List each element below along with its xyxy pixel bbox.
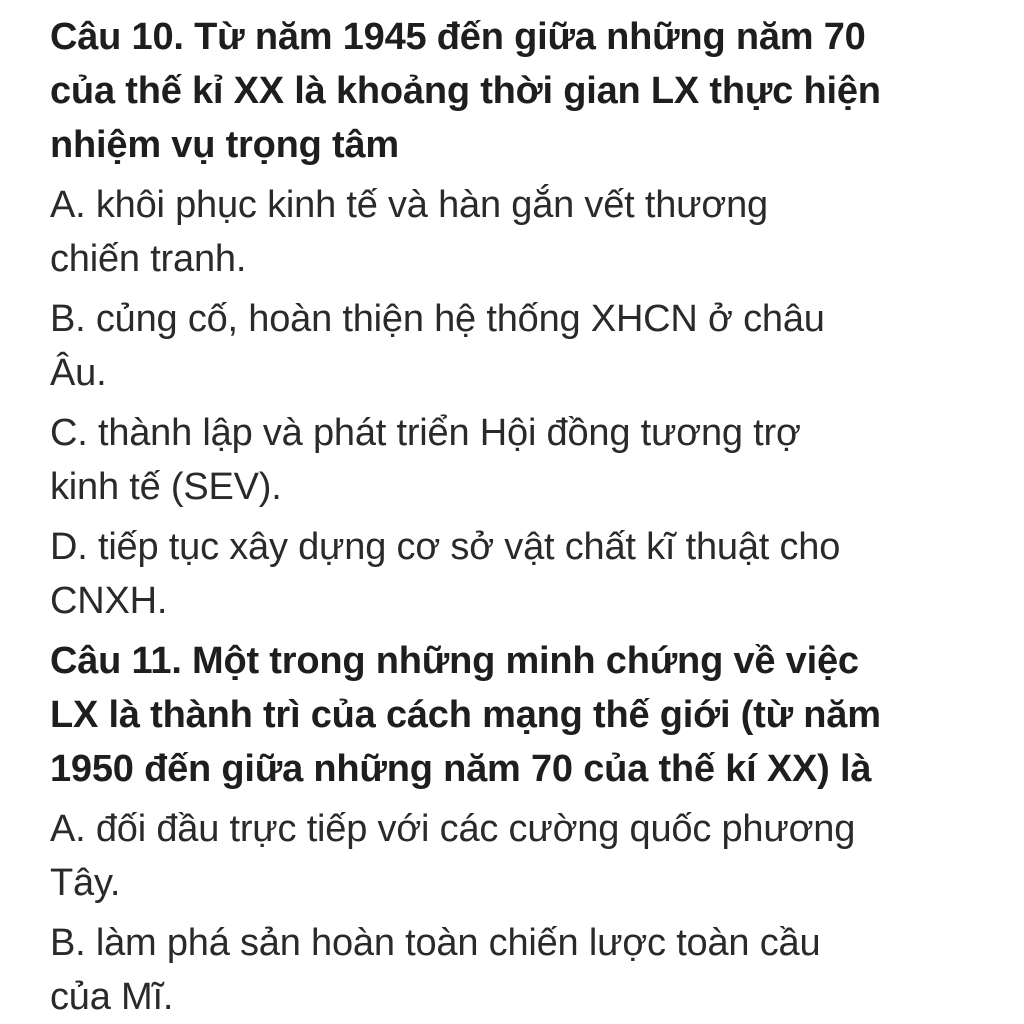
question-line: Câu 10. Từ năm 1945 đến giữa những năm 70 (50, 16, 866, 58)
q10-option-b (50, 292, 1010, 400)
q10-option-c (50, 406, 1010, 514)
option-line: B. củng cố, hoàn thiện hệ thống XHCN ở châu (50, 298, 825, 340)
q11-option-a (50, 802, 1010, 910)
option-line: kinh tế (SEV). (50, 466, 282, 508)
q10-option-a (50, 178, 1010, 286)
question-line: LX là thành trì của cách mạng thế giới (từ năm (50, 694, 881, 736)
option-line: Âu. (50, 352, 107, 394)
option-line: B. làm phá sản hoàn toàn chiến lược toàn cầu (50, 922, 821, 964)
q11-option-b (50, 916, 1010, 1024)
question-line: của thế kỉ XX là khoảng thời gian LX thực hiện (50, 70, 881, 112)
option-line: C. thành lập và phát triển Hội đồng tương trợ (50, 412, 801, 454)
question-line: Câu 11. Một trong những minh chứng về việc (50, 640, 859, 682)
question-11 (50, 634, 1010, 796)
option-line: D. tiếp tục xây dựng cơ sở vật chất kĩ thuật cho (50, 526, 841, 568)
option-line: Tây. (50, 862, 121, 904)
option-line: A. khôi phục kinh tế và hàn gắn vết thương (50, 184, 768, 226)
document-page (50, 10, 1010, 1024)
q10-option-d (50, 520, 1010, 628)
option-line: CNXH. (50, 580, 168, 622)
question-line: nhiệm vụ trọng tâm (50, 124, 399, 166)
question-line: 1950 đến giữa những năm 70 của thế kí XX) là (50, 748, 872, 790)
question-10 (50, 10, 1010, 172)
option-line: của Mĩ. (50, 976, 174, 1018)
option-line: chiến tranh. (50, 238, 247, 280)
option-line: A. đối đầu trực tiếp với các cường quốc phương (50, 808, 856, 850)
